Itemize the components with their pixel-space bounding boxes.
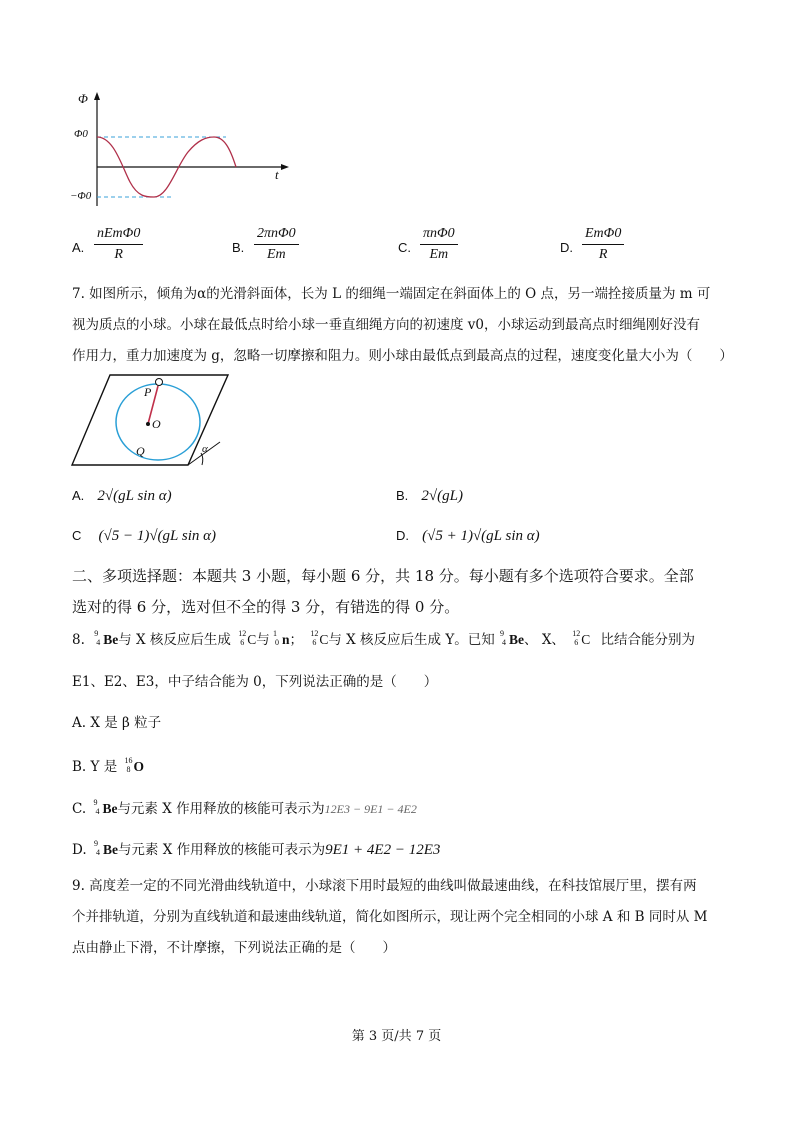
section2-line-2: 选对的得 6 分，选对但不全的得 3 分，有错选的得 0 分。 <box>72 598 460 616</box>
q7-option-b-expr: 2√(gL) <box>421 488 463 504</box>
q7-option-b[interactable]: B. 2√(gL) <box>396 488 463 504</box>
flux-sine-visible <box>97 137 236 197</box>
nuclide-c-12-c: 12 6 C <box>572 629 591 647</box>
q9-line-1: 9. 高度差一定的不同光滑曲线轨道中，小球滚下用时最短的曲线叫做最速曲线，在科技馆展厅里，摆有两 <box>72 878 697 894</box>
pivot-point <box>146 422 150 426</box>
q8-option-c[interactable]: C. 9 4 Be与元素 X 作用释放的核能可表示为12E3 − 9E1 − 4E2 <box>72 798 417 817</box>
fig-label-q: Q <box>136 444 145 458</box>
q8-option-a[interactable]: A. X 是 β 粒子 <box>72 715 162 731</box>
q7-option-a[interactable]: A. 2√(gL sin α) <box>72 488 172 504</box>
q6-option-d-fraction: EmΦ0 R <box>582 226 624 263</box>
q7-option-d[interactable]: D. (√5 + 1)√(gL sin α) <box>396 528 540 544</box>
q8-option-b[interactable]: B. Y 是 16 8 O <box>72 756 145 775</box>
nuclide-o-16: 16 8 O <box>124 756 145 774</box>
q6-option-b-fraction: 2πnΦ0 Em <box>254 226 299 263</box>
q7-option-d-expr: (√5 + 1)√(gL sin α) <box>422 528 540 544</box>
nuclide-neutron: 1 0 n <box>273 629 290 647</box>
flux-curve-svg <box>64 88 294 213</box>
fig-label-p: P <box>144 385 152 399</box>
nuclide-be-9-b: 9 4 Be <box>500 629 525 647</box>
q9-line-3: 点由静止下滑，不计摩擦，下列说法正确的是（ ） <box>72 940 396 956</box>
nuclide-be-9-d: 9 4 Be <box>93 839 118 857</box>
nuclide-c-12-b: 12 6 C <box>310 629 329 647</box>
q8-option-d-expr: 9E1 + 4E2 − 12E3 <box>325 842 441 858</box>
nuclide-be-9-c: 9 4 Be <box>93 798 118 816</box>
graph-y-label: Φ <box>78 91 88 106</box>
fig-label-alpha: α <box>202 443 208 455</box>
q9-line-2: 个并排轨道，分别为直线轨道和最速曲线轨道，简化如图所示，现让两个完全相同的小球 A 和 B 同时从 M <box>72 909 708 925</box>
q7-option-c[interactable]: C (√5 − 1)√(gL sin α) <box>72 528 217 544</box>
q8-option-d[interactable]: D. 9 4 Be与元素 X 作用释放的核能可表示为9E1 + 4E2 − 12E3 <box>72 839 441 858</box>
q7-line-3: 作用力，重力加速度为 g，忽略一切摩擦和阻力。则小球由最低点到最高点的过程，速度变化量大小为（ ） <box>72 348 733 364</box>
nuclide-c-12: 12 6 C <box>238 629 257 647</box>
q6-option-a-fraction: nEmΦ0 R <box>94 226 143 263</box>
q8-option-c-expr: 12E3 − 9E1 − 4E2 <box>324 802 417 816</box>
q8-line-1: 8. 9 4 Be与 X 核反应后生成 12 6 C与 1 0 n； 12 6 C与 X 核反应后生成 Y。已知 9 4 Be、 X、 12 6 C 比结合能分别为 <box>72 629 696 648</box>
q7-option-c-expr: (√5 − 1)√(gL sin α) <box>98 528 217 544</box>
nuclide-be-9: 9 4 Be <box>94 629 119 647</box>
q7-line-1: 7. 如图所示，倾角为α的光滑斜面体，长为 L 的细绳一端固定在斜面体上的 O 点，另一端拴接质量为 m 可 <box>72 286 711 302</box>
q7-line-2: 视为质点的小球。小球在最低点时给小球一垂直细绳方向的初速度 v0，小球运动到最高点时细绳刚好没有 <box>72 317 701 333</box>
q6-option-c-fraction: πnΦ0 Em <box>420 226 458 263</box>
page-footer: 第 3 页/共 7 页 <box>351 1029 442 1044</box>
section2-line-1: 二、多项选择题：本题共 3 小题，每小题 6 分，共 18 分。每小题有多个选项符合要求。全部 <box>72 567 694 585</box>
graph-x-label: t <box>275 167 279 182</box>
graph-neg-phi0-label: −Φ0 <box>70 190 92 202</box>
graph-phi0-label: Φ0 <box>74 128 88 140</box>
q8-line-2: E1、E2、E3，中子结合能为 0，下列说法正确的是（ ） <box>72 674 438 690</box>
ball-point <box>156 379 163 386</box>
fig-label-o: O <box>152 417 161 431</box>
q7-option-a-expr: 2√(gL sin α) <box>97 488 172 504</box>
